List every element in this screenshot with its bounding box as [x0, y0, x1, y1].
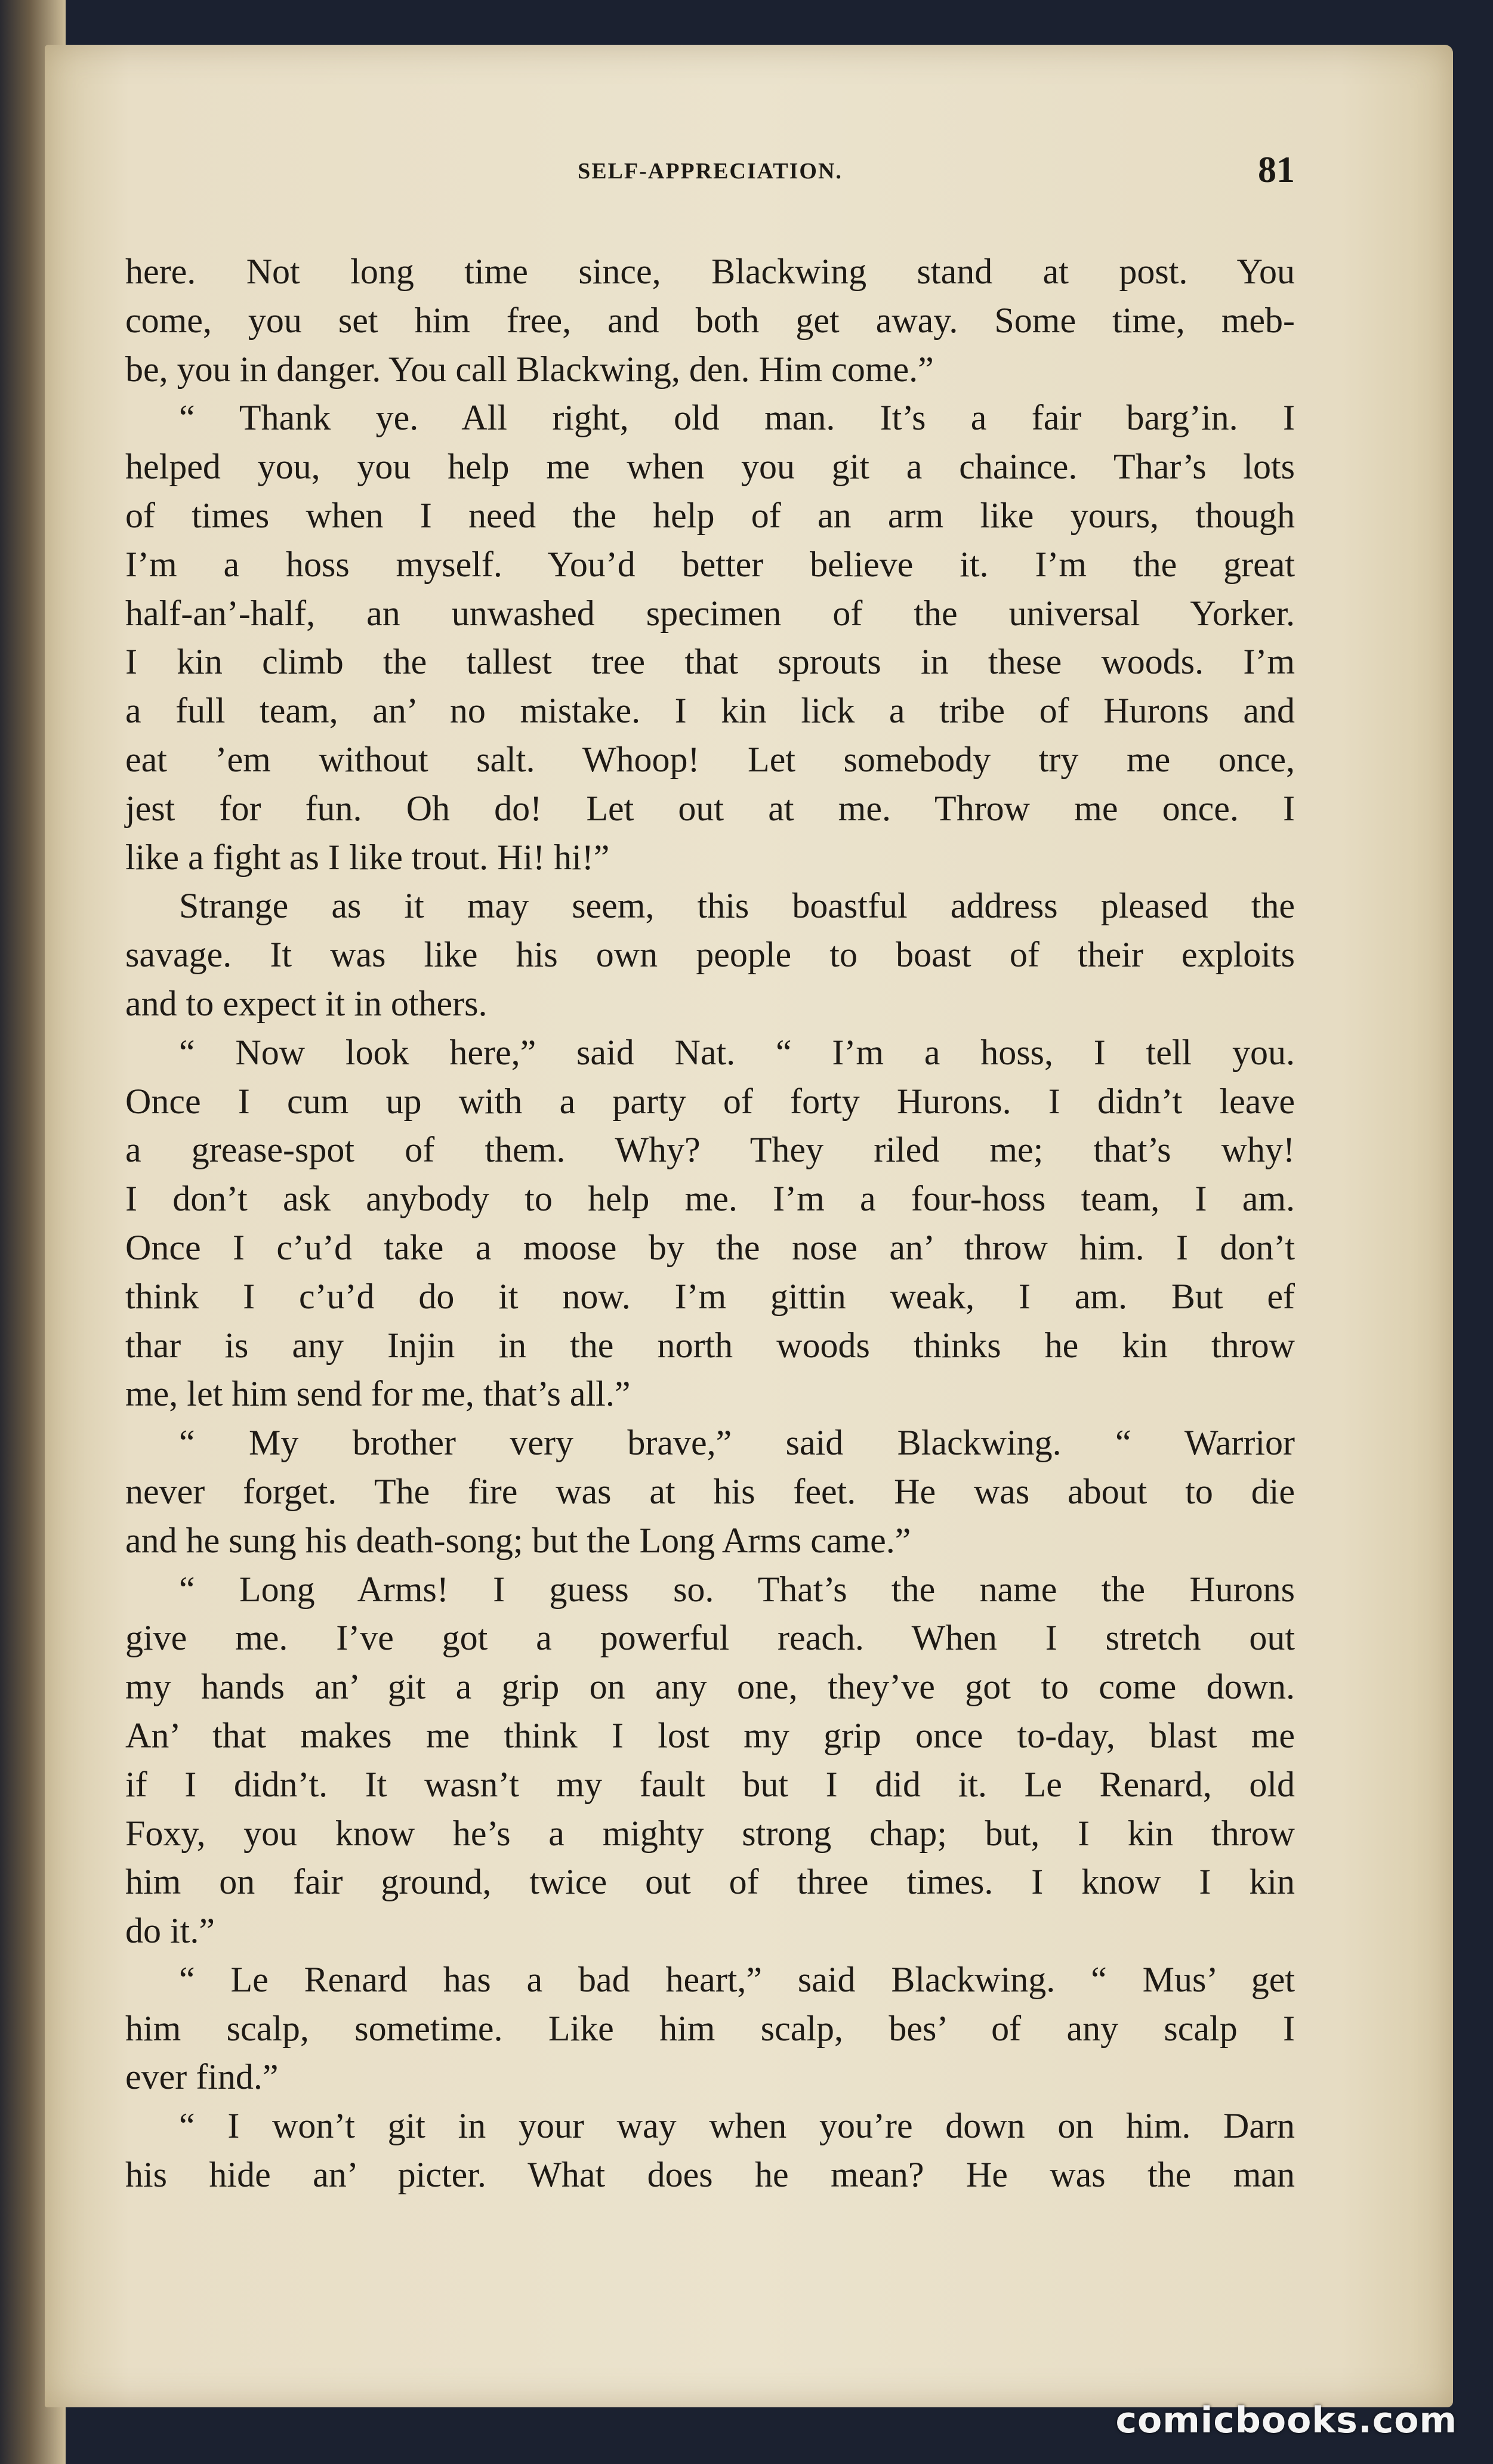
- text-line: Strange as it may seem, this boastful address pleased the: [179, 886, 1295, 926]
- text-line: savage. It was like his own people to boast of their exploits: [125, 935, 1295, 975]
- text-line: a full team, an’ no mistake. I kin lick a tribe of Hurons and: [125, 691, 1295, 731]
- watermark-text: comicbooks.com: [1115, 2400, 1457, 2441]
- text-line: I’m a hoss myself. You’d better believe it. I’m the great: [125, 544, 1295, 584]
- text-line: his hide an’ picter. What does he mean? He was the man: [125, 2155, 1295, 2195]
- text-line: here. Not long time since, Blackwing stand at post. You: [125, 252, 1295, 291]
- text-line: I kin climb the tallest tree that sprouts in these woods. I’m: [125, 642, 1295, 682]
- text-line: of times when I need the help of an arm like yours, though: [125, 495, 1295, 535]
- text-line: ever find.”: [125, 2057, 279, 2097]
- text-line: think I c’u’d do it now. I’m gittin weak, I am. But ef: [125, 1276, 1295, 1316]
- text-line: An’ that makes me think I lost my grip once to-day, blast me: [125, 1715, 1295, 1755]
- text-line: be, you in danger. You call Blackwing, den. Him come.”: [125, 349, 934, 389]
- text-line: eat ’em without salt. Whoop! Let somebody try me once,: [125, 739, 1295, 779]
- text-line: a grease-spot of them. Why? They riled me; that’s why!: [125, 1130, 1295, 1170]
- text-line: him scalp, sometime. Like him scalp, bes’ of any scalp I: [125, 2008, 1295, 2048]
- running-title: SELF-APPRECIATION.: [578, 159, 843, 184]
- text-line: and to expect it in others.: [125, 983, 488, 1023]
- text-line: half-an’-half, an unwashed specimen of the universal Yorker.: [125, 593, 1295, 633]
- text-line: do it.”: [125, 1911, 215, 1951]
- text-line: give me. I’ve got a powerful reach. When I stretch out: [125, 1618, 1295, 1658]
- running-head: [125, 116, 1295, 190]
- text-line: helped you, you help me when you git a chaince. Thar’s lots: [125, 447, 1295, 487]
- text-line: Foxy, you know he’s a mighty strong chap; but, I kin throw: [125, 1813, 1295, 1853]
- text-line: never forget. The fire was at his feet. He was about to die: [125, 1471, 1295, 1511]
- text-line: my hands an’ git a grip on any one, they’ve got to come down.: [125, 1667, 1295, 1707]
- text-line: “ Now look here,” said Nat. “ I’m a hoss, I tell you.: [179, 1032, 1295, 1072]
- text-line: me, let him send for me, that’s all.”: [125, 1374, 631, 1414]
- body-text: [125, 248, 1295, 2200]
- page-number: 81: [1258, 150, 1295, 190]
- text-line: Once I c’u’d take a moose by the nose an’ throw him. I don’t: [125, 1227, 1295, 1267]
- text-line: thar is any Injin in the north woods thinks he kin throw: [125, 1325, 1295, 1365]
- text-line: jest for fun. Oh do! Let out at me. Throw me once. I: [125, 788, 1295, 828]
- text-line: “ I won’t git in your way when you’re down on him. Darn: [179, 2106, 1295, 2146]
- text-line: “ Thank ye. All right, old man. It’s a fair barg’in. I: [179, 398, 1295, 438]
- text-line: “ Le Renard has a bad heart,” said Blackwing. “ Mus’ get: [179, 1959, 1295, 1999]
- text-line: “ Long Arms! I guess so. That’s the name the Hurons: [179, 1569, 1295, 1609]
- text-line: “ My brother very brave,” said Blackwing. “ Warrior: [179, 1423, 1295, 1463]
- text-line: and he sung his death-song; but the Long Arms came.”: [125, 1520, 911, 1560]
- text-line: like a fight as I like trout. Hi! hi!”: [125, 837, 610, 877]
- text-line: if I didn’t. It wasn’t my fault but I did it. Le Renard, old: [125, 1764, 1295, 1804]
- text-line: I don’t ask anybody to help me. I’m a four-hoss team, I am.: [125, 1179, 1295, 1219]
- text-line: come, you set him free, and both get away. Some time, meb-: [125, 300, 1295, 340]
- text-line: him on fair ground, twice out of three times. I know I kin: [125, 1862, 1295, 1902]
- text-line: Once I cum up with a party of forty Hurons. I didn’t leave: [125, 1081, 1295, 1121]
